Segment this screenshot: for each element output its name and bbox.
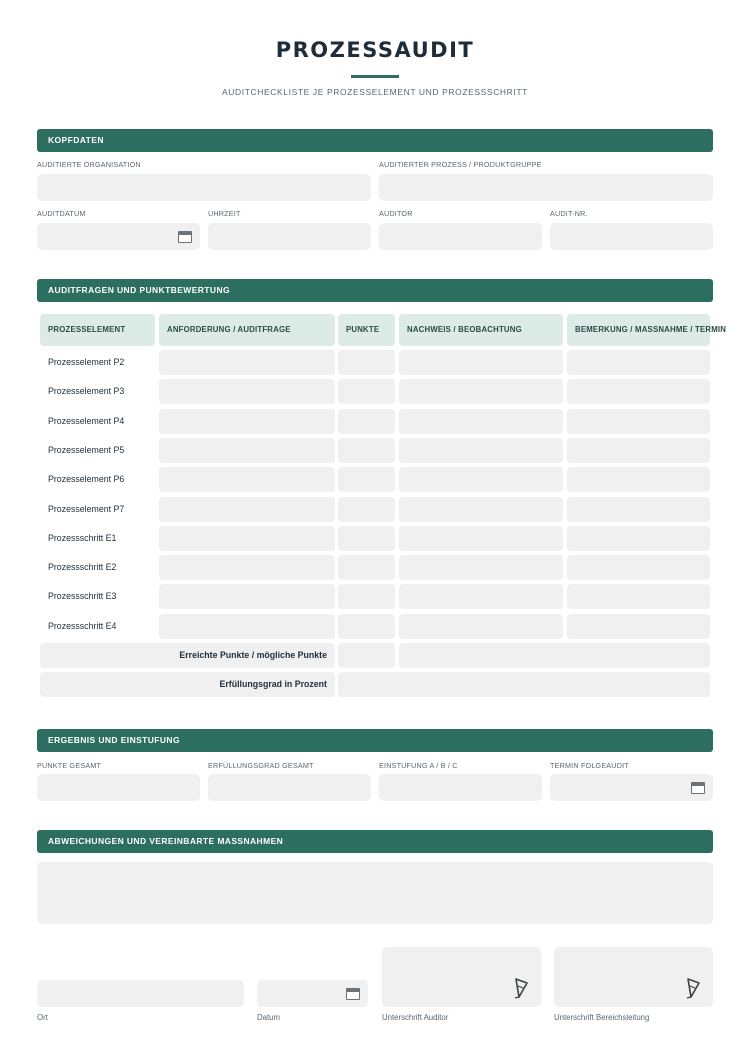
process-field[interactable] — [379, 174, 713, 201]
section-header-kopfdaten: KOPFDATEN — [37, 129, 713, 152]
points-cell[interactable] — [338, 350, 395, 375]
auditor-signature-field[interactable] — [382, 947, 541, 1007]
evidence-cell[interactable] — [399, 409, 563, 434]
org-label: AUDITIERTE ORGANISATION — [37, 160, 141, 169]
remark-cell[interactable] — [567, 409, 710, 434]
column-header-bemerkung: BEMERKUNG / MASSNAHME / TERMIN — [567, 314, 710, 346]
signature-pen-icon — [685, 977, 701, 999]
time-label: UHRZEIT — [208, 209, 241, 218]
manager-signature-field[interactable] — [554, 947, 713, 1007]
fulfillment-field[interactable] — [338, 672, 710, 697]
row-label: Prozesselement P3 — [48, 386, 125, 396]
place-label: Ort — [37, 1013, 48, 1022]
signature-pen-icon — [513, 977, 529, 999]
title-divider — [351, 75, 399, 78]
row-label: Prozessschritt E1 — [48, 533, 117, 543]
auditnr-field[interactable] — [550, 223, 713, 250]
signature-date-field[interactable] — [257, 980, 368, 1007]
points-cell[interactable] — [338, 614, 395, 639]
calendar-icon[interactable] — [178, 231, 192, 243]
requirement-cell[interactable] — [159, 497, 335, 522]
evidence-cell[interactable] — [399, 614, 563, 639]
row-label: Prozesselement P6 — [48, 474, 125, 484]
signature-date-label: Datum — [257, 1013, 280, 1022]
requirement-cell[interactable] — [159, 438, 335, 463]
degree-field[interactable] — [208, 774, 371, 801]
calendar-icon[interactable] — [346, 988, 360, 1000]
row-label: Prozessschritt E2 — [48, 562, 117, 572]
section-header-abweichungen: ABWEICHUNGEN UND VEREINBARTE MASSNAHMEN — [37, 830, 713, 853]
points-cell[interactable] — [338, 526, 395, 551]
requirement-cell[interactable] — [159, 409, 335, 434]
calendar-icon[interactable] — [691, 782, 705, 794]
column-header-punkte: PUNKTE — [338, 314, 395, 346]
evidence-cell[interactable] — [399, 526, 563, 551]
auditor-field[interactable] — [379, 223, 542, 250]
evidence-cell[interactable] — [399, 555, 563, 580]
remark-cell[interactable] — [567, 555, 710, 580]
row-label: Prozesselement P5 — [48, 445, 125, 455]
requirement-cell[interactable] — [159, 467, 335, 492]
sum-points-field[interactable] — [338, 643, 395, 668]
remark-cell[interactable] — [567, 614, 710, 639]
column-header-prozesselement: PROZESSELEMENT — [40, 314, 155, 346]
total-points-field[interactable] — [37, 774, 200, 801]
row-label: Prozessschritt E3 — [48, 591, 117, 601]
followup-label: TERMIN FOLGEAUDIT — [550, 761, 629, 770]
remark-cell[interactable] — [567, 379, 710, 404]
followup-field[interactable] — [550, 774, 713, 801]
auditnr-label: AUDIT-NR. — [550, 209, 588, 218]
requirement-cell[interactable] — [159, 379, 335, 404]
points-cell[interactable] — [338, 409, 395, 434]
fulfillment-label: Erfüllungsgrad in Prozent — [40, 672, 335, 697]
remark-cell[interactable] — [567, 584, 710, 609]
requirement-cell[interactable] — [159, 526, 335, 551]
points-cell[interactable] — [338, 497, 395, 522]
points-cell[interactable] — [338, 584, 395, 609]
remark-cell[interactable] — [567, 467, 710, 492]
manager-signature-label: Unterschrift Bereichsleitung — [554, 1013, 650, 1022]
auditdate-field[interactable] — [37, 223, 200, 250]
evidence-cell[interactable] — [399, 379, 563, 404]
section-header-auditfragen: AUDITFRAGEN UND PUNKTBEWERTUNG — [37, 279, 713, 302]
page-title: PROZESSAUDIT — [275, 38, 475, 62]
place-field[interactable] — [37, 980, 244, 1007]
row-label: Prozesselement P2 — [48, 357, 125, 367]
evidence-cell[interactable] — [399, 584, 563, 609]
row-label: Prozesselement P4 — [48, 416, 125, 426]
org-field[interactable] — [37, 174, 371, 201]
total-points-label: PUNKTE GESAMT — [37, 761, 102, 770]
page-subtitle: AUDITCHECKLISTE JE PROZESSELEMENT UND PROZESSSCHRITT — [222, 87, 528, 97]
requirement-cell[interactable] — [159, 614, 335, 639]
time-field[interactable] — [208, 223, 371, 250]
points-cell[interactable] — [338, 555, 395, 580]
remark-cell[interactable] — [567, 350, 710, 375]
column-header-anforderung: ANFORDERUNG / AUDITFRAGE — [159, 314, 335, 346]
requirement-cell[interactable] — [159, 350, 335, 375]
sum-points-note-field[interactable] — [399, 643, 710, 668]
row-label: Prozessschritt E4 — [48, 621, 117, 631]
sum-points-label: Erreichte Punkte / mögliche Punkte — [40, 643, 335, 668]
requirement-cell[interactable] — [159, 584, 335, 609]
auditdate-label: AUDITDATUM — [37, 209, 86, 218]
requirement-cell[interactable] — [159, 555, 335, 580]
row-label: Prozesselement P7 — [48, 504, 125, 514]
column-header-nachweis: NACHWEIS / BEOBACHTUNG — [399, 314, 563, 346]
points-cell[interactable] — [338, 438, 395, 463]
evidence-cell[interactable] — [399, 438, 563, 463]
grade-field[interactable] — [379, 774, 542, 801]
process-label: AUDITIERTER PROZESS / PRODUKTGRUPPE — [379, 160, 542, 169]
remark-cell[interactable] — [567, 438, 710, 463]
degree-label: ERFÜLLUNGSGRAD GESAMT — [208, 761, 314, 770]
auditor-label: AUDITOR — [379, 209, 413, 218]
evidence-cell[interactable] — [399, 350, 563, 375]
evidence-cell[interactable] — [399, 467, 563, 492]
auditor-signature-label: Unterschrift Auditor — [382, 1013, 449, 1022]
points-cell[interactable] — [338, 379, 395, 404]
evidence-cell[interactable] — [399, 497, 563, 522]
section-header-ergebnis: ERGEBNIS UND EINSTUFUNG — [37, 729, 713, 752]
remark-cell[interactable] — [567, 497, 710, 522]
remark-cell[interactable] — [567, 526, 710, 551]
points-cell[interactable] — [338, 467, 395, 492]
grade-label: EINSTUFUNG A / B / C — [379, 761, 458, 770]
deviations-textarea[interactable] — [37, 862, 713, 924]
